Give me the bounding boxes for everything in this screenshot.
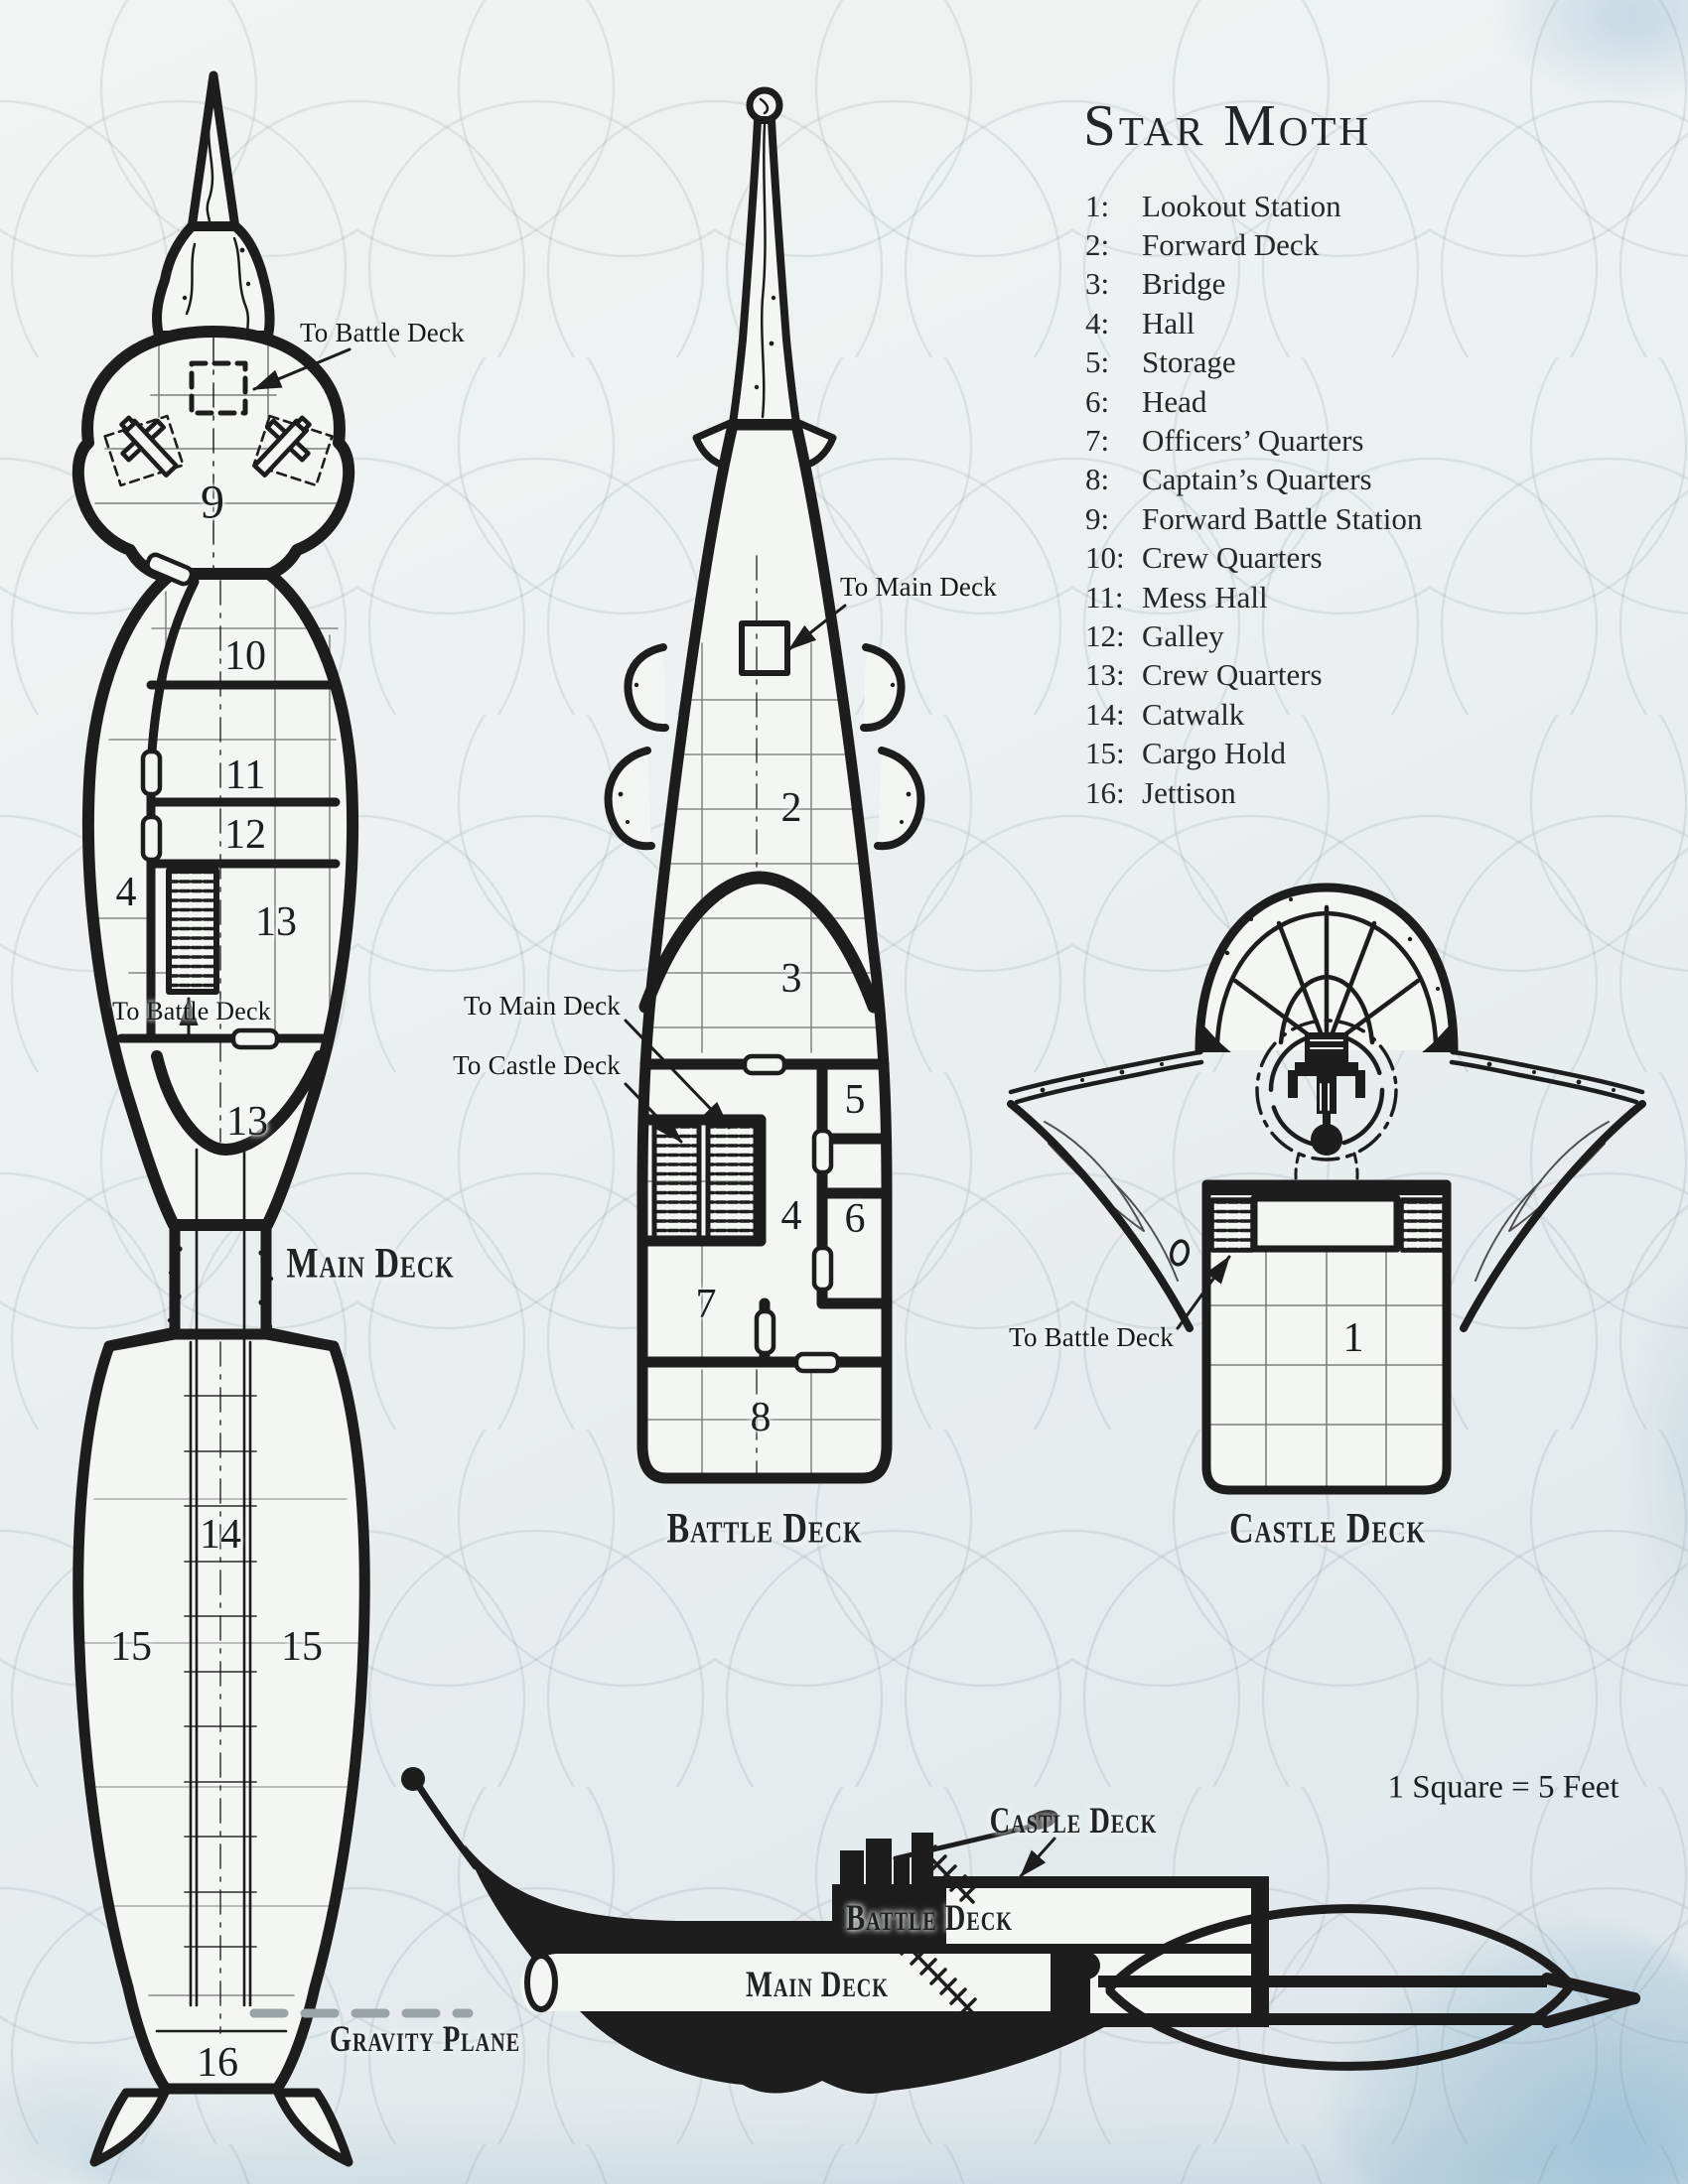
legend-item: 8: Captain’s Quarters xyxy=(1085,462,1372,497)
porthole xyxy=(527,1956,555,2009)
room-label-4b: 4 xyxy=(780,1193,802,1239)
room-label-15b: 15 xyxy=(281,1624,323,1670)
legend-item: 6: Head xyxy=(1085,383,1207,419)
legend-item: 11: Mess Hall xyxy=(1085,579,1268,614)
room-label-14: 14 xyxy=(200,1512,241,1558)
room-label-6: 6 xyxy=(844,1196,866,1242)
room-label-2: 2 xyxy=(780,785,802,831)
legend-item: 12: Galley xyxy=(1085,617,1224,653)
stairs-icon xyxy=(1402,1199,1444,1251)
stairs-icon xyxy=(169,871,216,992)
stairs-icon xyxy=(1212,1199,1252,1251)
room-label-1: 1 xyxy=(1342,1315,1364,1361)
annotation-to-main-deck-stairs: To Main Deck xyxy=(464,991,621,1021)
annotation-to-battle-deck-castle: To Battle Deck xyxy=(1009,1322,1174,1352)
legend-item: 16: Jettison xyxy=(1085,774,1236,810)
annotation-to-battle-deck-mid: To Battle Deck xyxy=(112,997,271,1025)
room-label-13: 13 xyxy=(255,899,297,945)
room-label-8: 8 xyxy=(750,1395,772,1440)
room-label-12: 12 xyxy=(224,812,266,858)
side-label-gravity-plane: Gravity Plane xyxy=(329,2017,521,2060)
page-title: Star Moth xyxy=(1083,92,1372,158)
legend-item: 3: Bridge xyxy=(1085,266,1226,302)
battle-deck-hatch xyxy=(742,623,787,673)
caption-battle-deck: Battle Deck xyxy=(666,1504,863,1554)
room-label-16: 16 xyxy=(197,2040,238,2086)
side-label-castle-deck: Castle Deck xyxy=(989,1799,1158,1842)
caption-main-deck: Main Deck xyxy=(286,1239,455,1289)
side-label-main-deck: Main Deck xyxy=(746,1963,889,2005)
scale-note: 1 Square = 5 Feet xyxy=(1387,1769,1619,1806)
room-label-10: 10 xyxy=(224,633,266,679)
room-label-5: 5 xyxy=(844,1077,866,1123)
annotation-to-main-deck-top: To Main Deck xyxy=(840,572,997,602)
caption-castle-deck: Castle Deck xyxy=(1228,1504,1427,1554)
room-label-11: 11 xyxy=(224,752,266,798)
room-label-15: 15 xyxy=(110,1624,152,1670)
legend-item: 14: Catwalk xyxy=(1085,696,1245,732)
legend-item: 4: Hall xyxy=(1085,305,1196,341)
legend-item: 2: Forward Deck xyxy=(1085,227,1320,263)
room-label-13b: 13 xyxy=(226,1099,268,1145)
room-label-9: 9 xyxy=(201,476,224,529)
annotation-to-castle-deck: To Castle Deck xyxy=(453,1050,621,1080)
console xyxy=(1254,1198,1397,1249)
legend-item: 5: Storage xyxy=(1085,344,1236,380)
legend-item: 10: Crew Quarters xyxy=(1085,540,1323,576)
annotation-to-battle-deck-top: To Battle Deck xyxy=(300,318,465,347)
room-label-4: 4 xyxy=(115,870,137,915)
legend-item: 1: Lookout Station xyxy=(1085,188,1341,223)
legend-item: 13: Crew Quarters xyxy=(1085,657,1323,693)
legend-item: 9: Forward Battle Station xyxy=(1085,500,1423,536)
room-label-7: 7 xyxy=(695,1282,717,1327)
legend-item: 7: Officers’ Quarters xyxy=(1085,423,1364,459)
room-label-3: 3 xyxy=(780,956,802,1002)
legend-item: 15: Cargo Hold xyxy=(1085,736,1286,771)
room-legend xyxy=(1085,187,1422,812)
side-label-battle-deck: Battle Deck xyxy=(846,1896,1013,1939)
